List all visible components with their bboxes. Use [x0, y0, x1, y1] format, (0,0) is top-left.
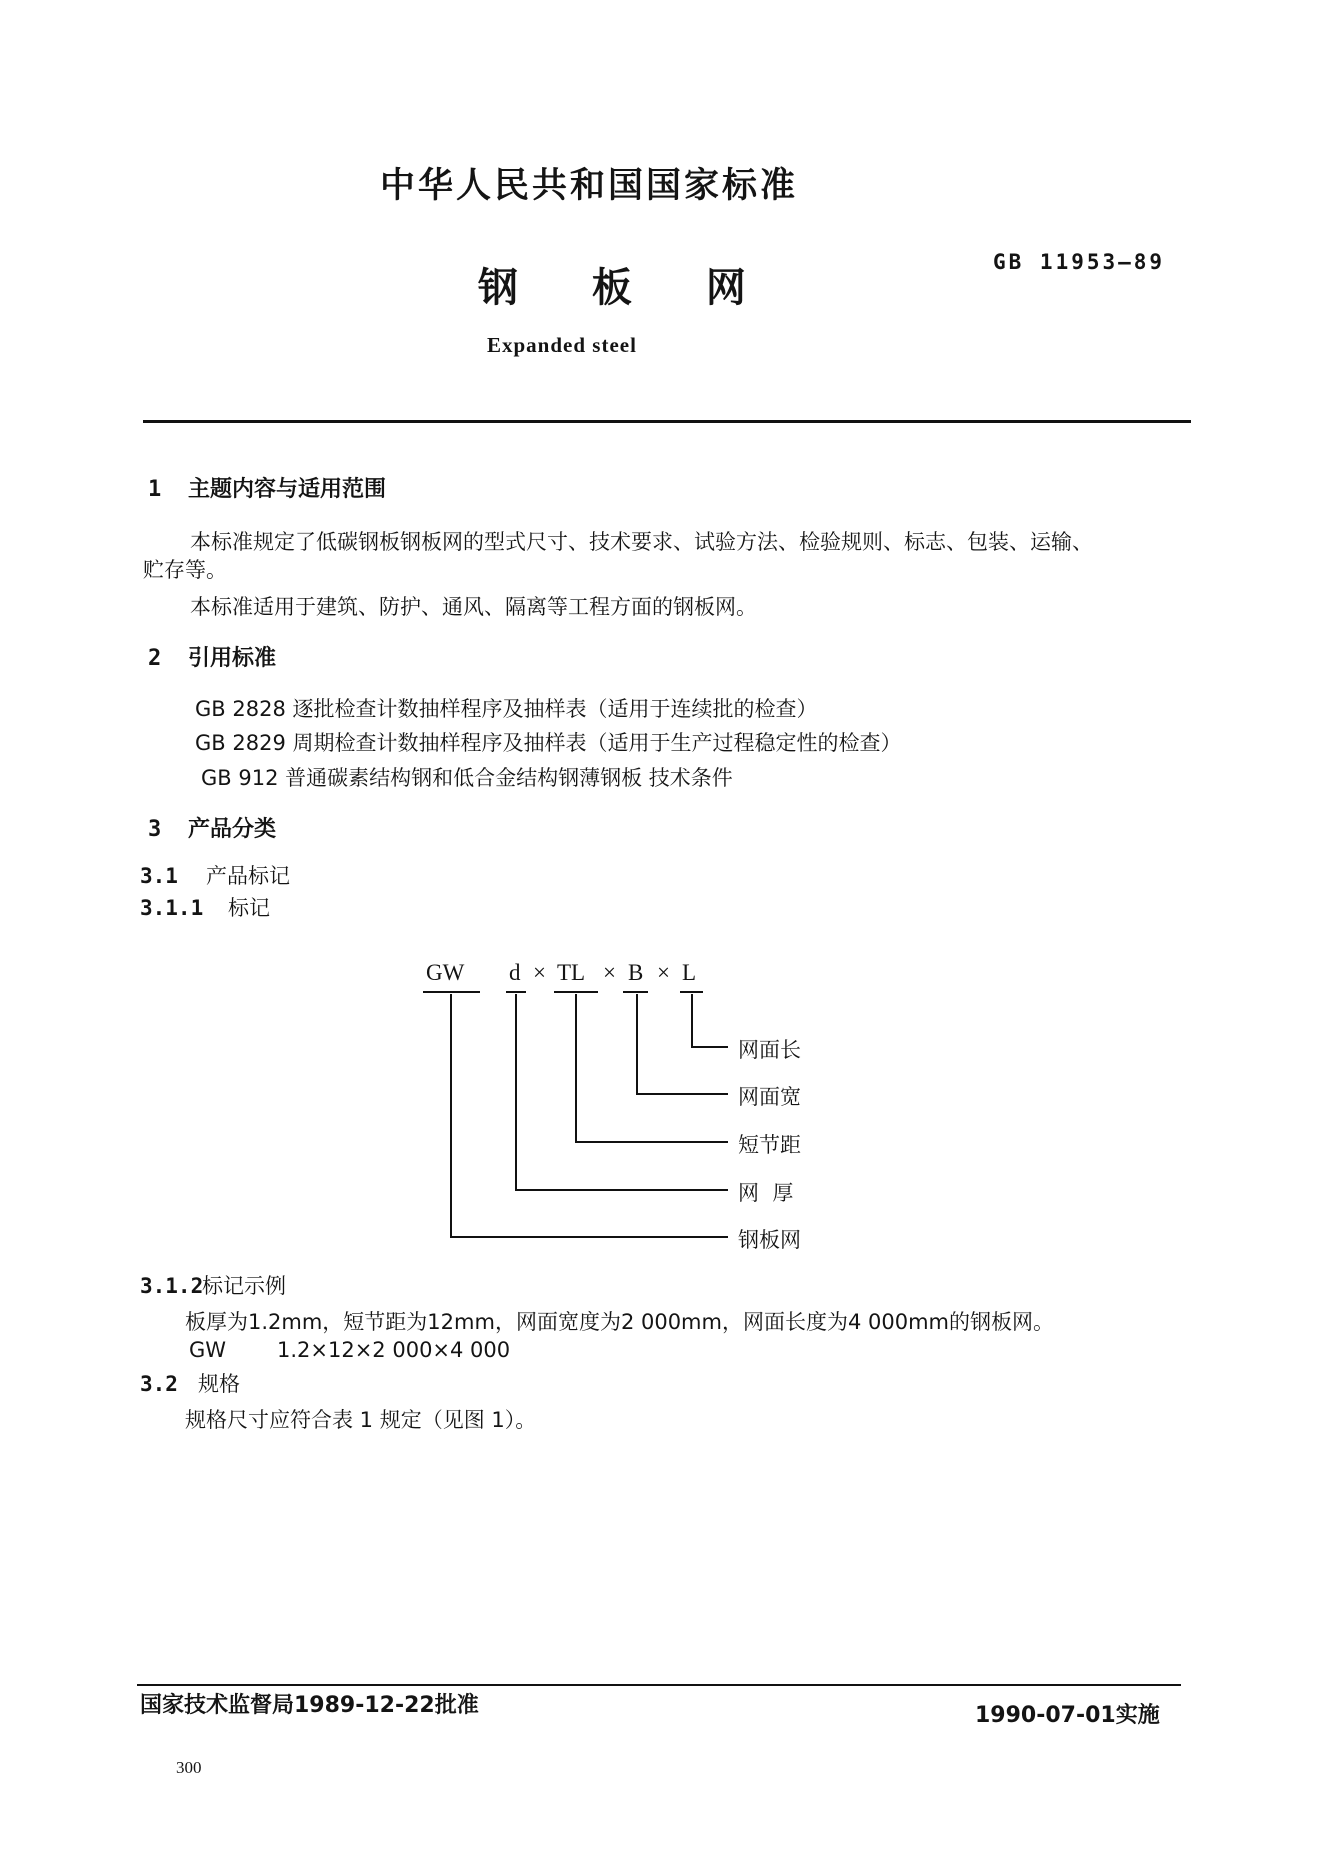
- approval-note: 国家技术监督局1989-12-22批准: [140, 1693, 479, 1718]
- subsection-number: 3.1.1: [140, 896, 204, 920]
- section-1-paragraph-1-line-1: 本标准规定了低碳钢板钢板网的型式尺寸、技术要求、试验方法、检验规则、标志、包装、运输、: [190, 530, 1093, 554]
- connector-product: [451, 994, 728, 1237]
- example-prefix: GW: [189, 1338, 227, 1362]
- mark-b: B: [628, 960, 644, 985]
- mark-times: ×: [533, 960, 546, 985]
- section-number: 1: [148, 477, 162, 502]
- bottom-rule: [137, 1684, 1181, 1686]
- mark-d: d: [509, 960, 521, 985]
- connector-width: [637, 994, 728, 1094]
- subsection-3-2: [140, 1368, 240, 1398]
- subsection-title: 产品标记: [206, 864, 290, 888]
- subsection-title: 标记示例: [202, 1274, 286, 1298]
- connector-pitch: [576, 994, 728, 1142]
- label-mesh-length: 网面长: [738, 1038, 801, 1062]
- standard-code: GB 11953—89: [993, 250, 1166, 274]
- subsection-title: 规格: [198, 1372, 240, 1396]
- reference-item: GB 2829 周期检查计数抽样程序及抽样表（适用于生产过程稳定性的检查）: [195, 731, 902, 755]
- connector-length: [692, 994, 728, 1047]
- subsection-number: 3.2: [140, 1372, 178, 1396]
- section-title: 主题内容与适用范围: [188, 477, 387, 502]
- section-1-paragraph-2: 本标准适用于建筑、防护、通风、隔离等工程方面的钢板网。: [190, 595, 757, 619]
- mark-l: L: [682, 960, 697, 985]
- subsection-title: 标记: [228, 896, 270, 920]
- label-thickness: 网 厚: [738, 1181, 794, 1205]
- reference-item: GB 912 普通碳素结构钢和低合金结构钢薄钢板 技术条件: [201, 766, 733, 790]
- national-standard-heading: 中华人民共和国国家标准: [380, 166, 799, 206]
- marking-example-code: [189, 1338, 510, 1362]
- mark-times: ×: [603, 960, 616, 985]
- section-number: 3: [148, 817, 162, 842]
- specification-text: 规格尺寸应符合表 1 规定（见图 1）。: [185, 1408, 537, 1432]
- effective-date: 1990-07-01实施: [975, 1703, 1160, 1728]
- mark-times: ×: [657, 960, 670, 985]
- example-value: 1.2×12×2 000×4 000: [277, 1338, 511, 1362]
- reference-item: GB 2828 逐批检查计数抽样程序及抽样表（适用于连续批的检查）: [195, 697, 818, 721]
- mark-gw: GW: [426, 960, 465, 985]
- english-title: Expanded steel: [487, 333, 637, 357]
- subsection-number: 3.1: [140, 864, 178, 888]
- section-1-paragraph-1-line-2: 贮存等。: [143, 558, 227, 582]
- marking-example-text: 板厚为1.2mm，短节距为12mm，网面宽度为2 000mm，网面长度为4 000mm的钢板网。: [185, 1310, 1055, 1334]
- page-number: 300: [176, 1758, 202, 1777]
- connector-thickness: [516, 994, 728, 1190]
- label-mesh-width: 网面宽: [738, 1085, 801, 1109]
- subsection-number: 3.1.2: [140, 1274, 204, 1298]
- section-title: 产品分类: [188, 817, 277, 842]
- label-expanded-steel: 钢板网: [738, 1228, 801, 1252]
- standard-title: 钢 板 网: [478, 265, 776, 311]
- mark-tl: TL: [557, 960, 586, 985]
- section-number: 2: [148, 646, 162, 671]
- subsection-3-1-2: [140, 1270, 286, 1300]
- section-title: 引用标准: [188, 646, 277, 671]
- label-short-pitch: 短节距: [738, 1133, 801, 1157]
